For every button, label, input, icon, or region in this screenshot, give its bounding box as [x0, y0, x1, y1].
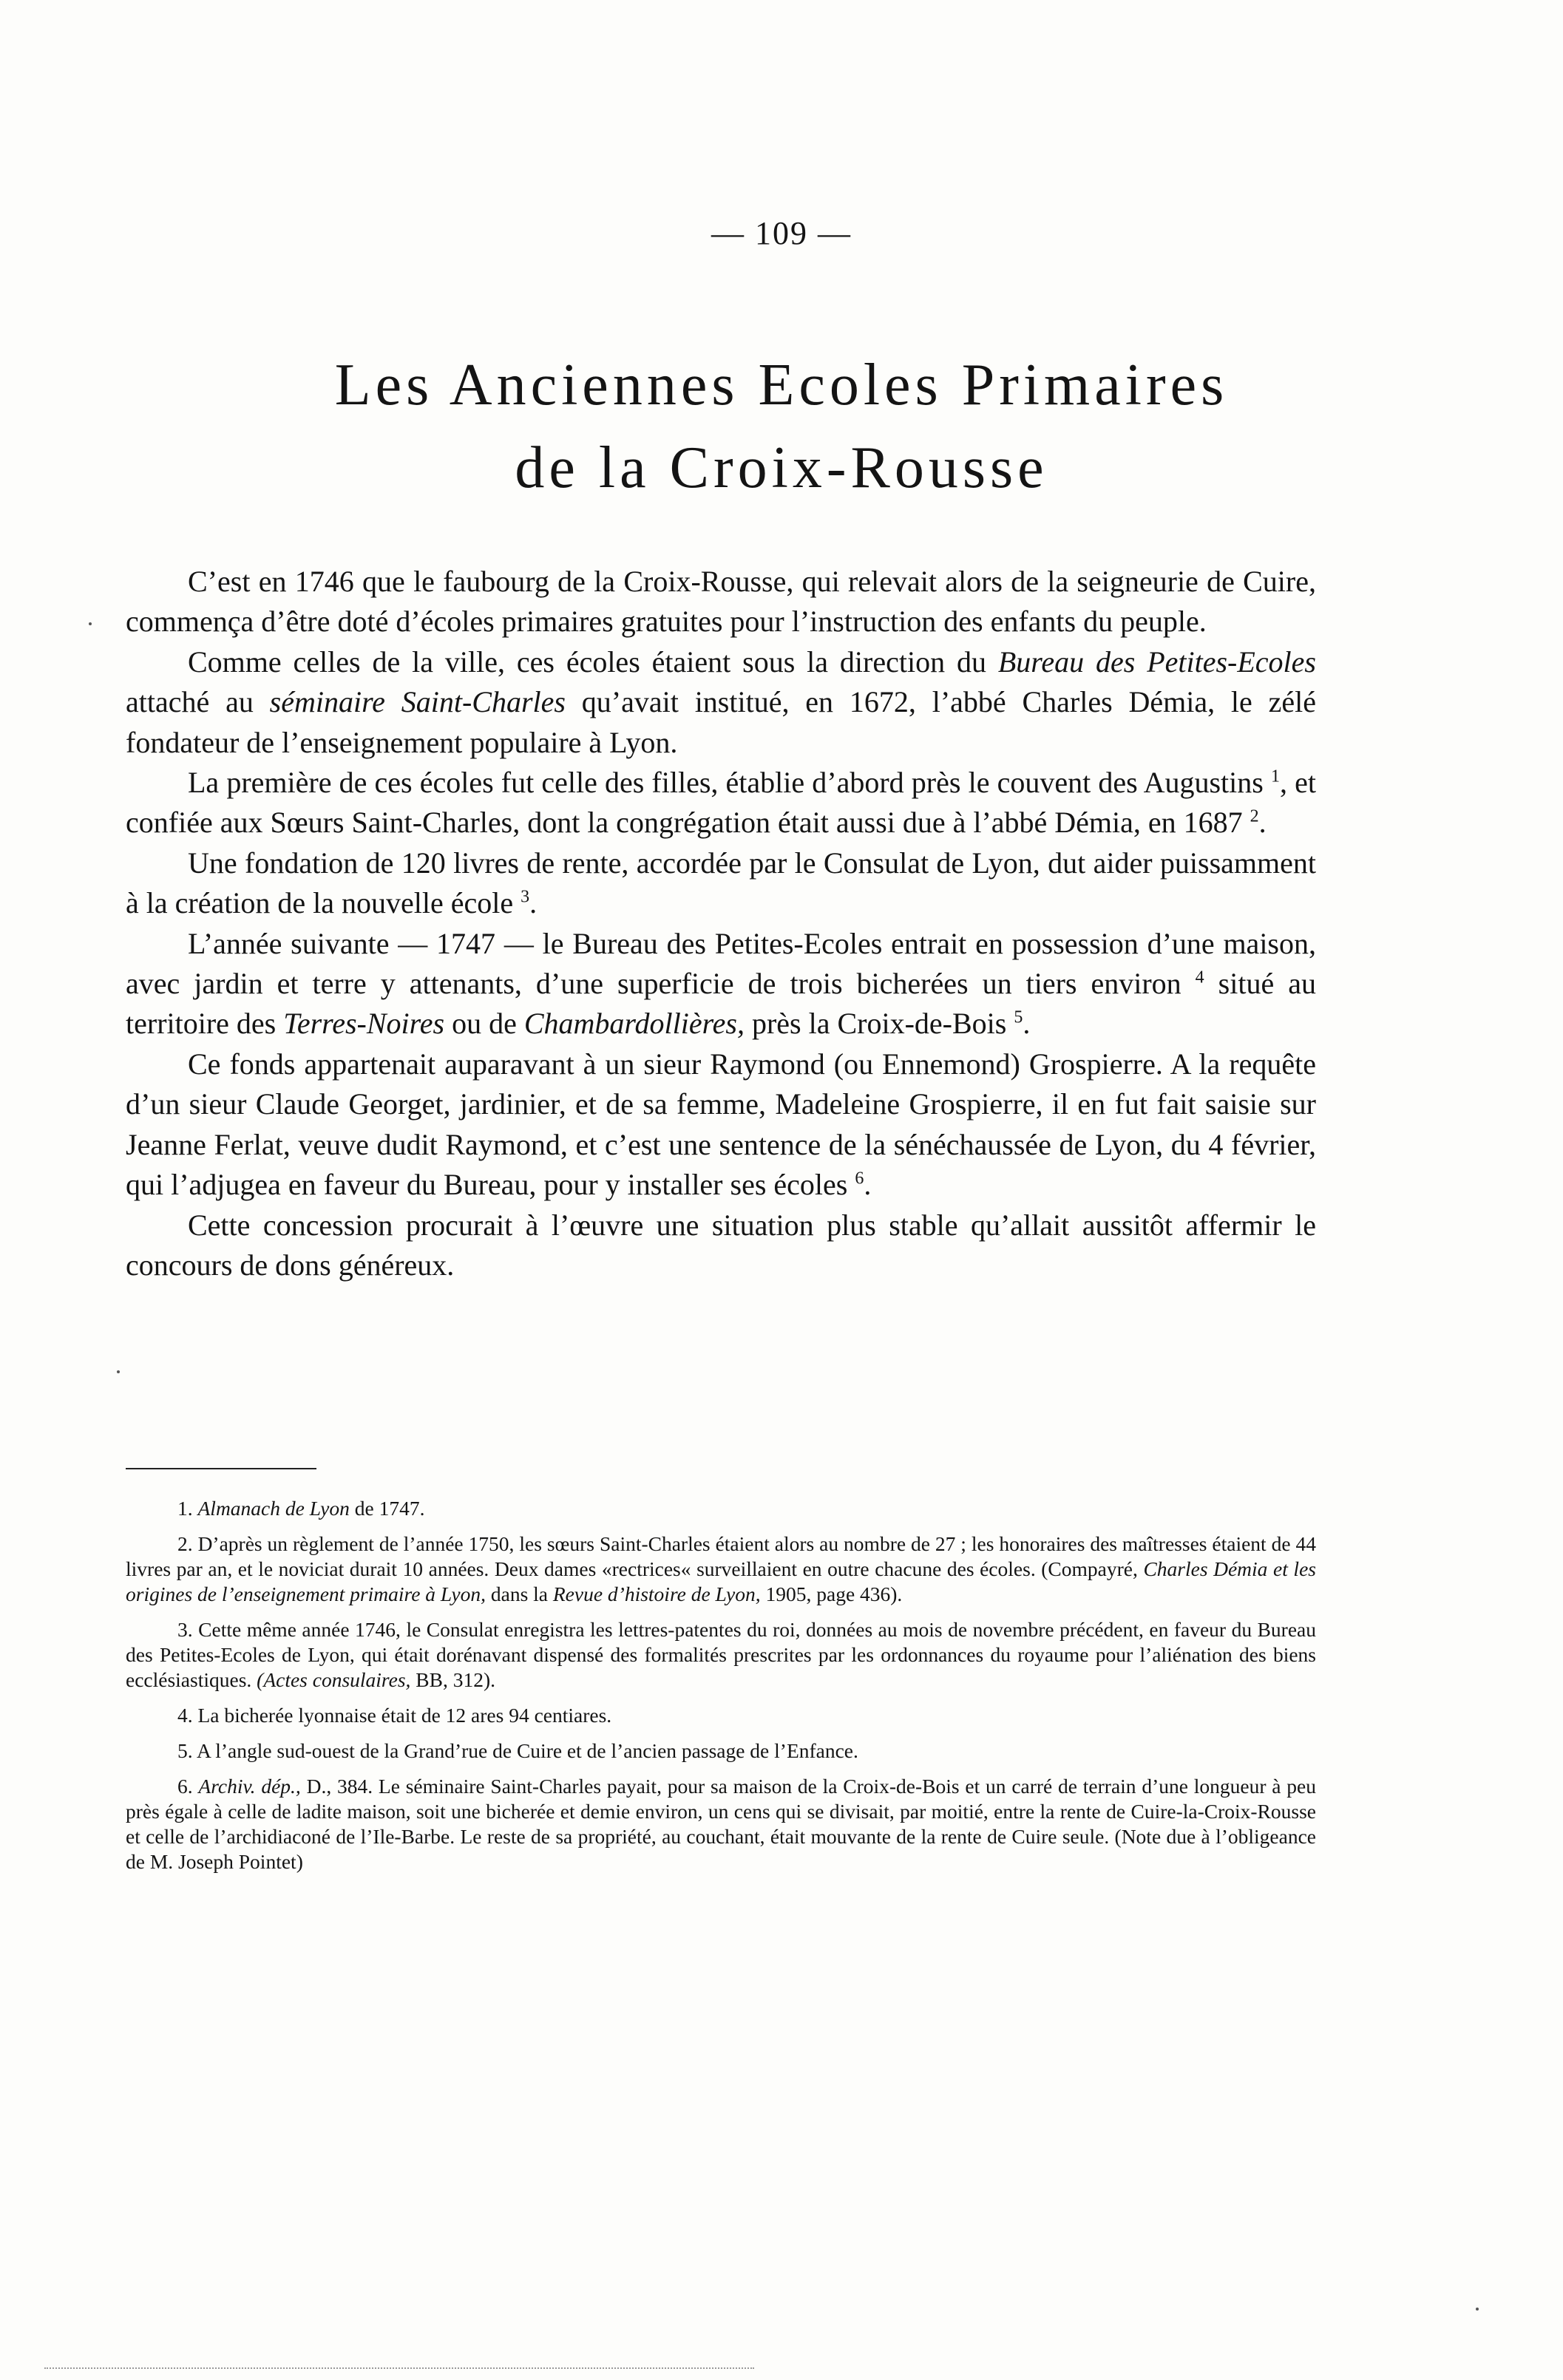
paragraph-text: Ce fonds appartenait auparavant à un sieur Raymond (ou Ennemond) Grospierre. A la requête d’un sieur Claude Georget, jardinier, et de sa femme, Madeleine Grospierre, il en fut fait saisie sur Jeanne Ferlat, veuve dudit Raymond, et c’est une sentence de la sénéchaussée de Lyon, du 4 février, qui l’adjugea en faveur du Bureau, pour y installer ses écoles — [126, 1047, 1316, 1202]
footnote-divider — [126, 1468, 316, 1469]
scan-edge-marks — [44, 2367, 754, 2371]
article-body — [126, 562, 1316, 1285]
footnote-text: A l’angle sud-ouest de la Grand’rue de Cuire et de l’ancien passage de l’Enfance. — [196, 1739, 858, 1762]
page-number: — 109 — — [711, 215, 852, 251]
footnote-number: 5. — [177, 1739, 193, 1762]
italic-phrase: séminaire Saint-Charles — [269, 685, 566, 719]
footnote — [126, 1496, 1316, 1521]
paragraph — [126, 763, 1316, 843]
footnote-ref: 2 — [1250, 807, 1259, 827]
paragraph-text: . — [1023, 1007, 1031, 1041]
footnote — [126, 1617, 1316, 1693]
paragraph-text: près la Croix-de-Bois — [744, 1007, 1014, 1041]
paragraph-text: . — [529, 886, 538, 920]
paragraph — [126, 1044, 1316, 1206]
footnote-ref: 1 — [1270, 766, 1280, 786]
paragraph — [126, 1206, 1316, 1286]
footnote-text: 1905, page 436). — [760, 1582, 903, 1605]
italic-phrase: (Actes consulaires, — [257, 1668, 411, 1691]
footnote-text: BB, 312). — [410, 1668, 495, 1691]
italic-phrase: Chambardollières, — [523, 1007, 745, 1041]
footnote — [126, 1531, 1316, 1607]
paragraph-text: . — [1258, 806, 1267, 840]
scan-speck — [89, 622, 92, 625]
footnote-ref: 4 — [1195, 968, 1204, 987]
footnote — [126, 1738, 1316, 1764]
paragraph-text: situé au territoire des — [126, 967, 1316, 1041]
footnote-text: de 1747. — [349, 1497, 425, 1520]
paragraph-text: . — [864, 1168, 872, 1202]
paragraph-text: attaché au — [126, 685, 270, 719]
paragraph-text: La première de ces écoles fut celle des filles, établie d’abord près le couvent des Augustins — [188, 766, 1271, 800]
paragraph — [126, 924, 1316, 1044]
paragraph-text: Une fondation de 120 livres de rente, accordée par le Consulat de Lyon, dut aider puissamment à la création de la nouvelle école — [126, 846, 1316, 920]
footnote — [126, 1703, 1316, 1728]
scan-speck — [1476, 2308, 1479, 2311]
footnote-number: 1. — [177, 1497, 193, 1520]
paragraph — [126, 562, 1316, 642]
footnote-number: 2. — [177, 1532, 193, 1555]
paragraph-text: qu’avait institué, en 1672, l’abbé Charles Démia, le zélé fondateur de l’enseignement populaire à Lyon. — [126, 685, 1316, 759]
paragraph-text: C’est en 1746 que le faubourg de la Croix-Rousse, qui relevait alors de la seigneurie de Cuire, commença d’être doté d’écoles primaires gratuites pour l’instruction des enfants du peuple. — [126, 565, 1316, 639]
paragraph-text: L’année suivante — 1747 — le Bureau des Petites-Ecoles entrait en possession d’une maison, avec jardin et terre y attenants, d’une superficie de trois bicherées un tiers environ — [126, 926, 1316, 1001]
title-line-2: de la Croix-Rousse — [515, 435, 1048, 500]
footnote-ref: 3 — [521, 887, 530, 907]
paragraph-text: , et confiée aux Sœurs Saint-Charles, dont la congrégation était aussi due à l’abbé Démia, en 1687 — [126, 766, 1316, 840]
paragraph-text: Comme celles de la ville, ces écoles étaient sous la direction du — [188, 645, 998, 679]
footnote-text: D., 384. Le séminaire Saint-Charles payait, pour sa maison de la Croix-de-Bois et un carré de terrain d’une longueur à peu près égale à celle de ladite maison, soit une bicherée et demie environ, un cens qui se divisait, par moitié, entre la rente de Cuire-la-Croix-Rousse et celle de l’archidiaconé de l’Ile-Barbe. Le reste de sa propriété, au couchant, était mouvante de la rente de Cuire seule. (Note due à l’obligeance de M. Joseph Pointet) — [126, 1775, 1317, 1873]
footnotes — [126, 1496, 1316, 1885]
title-line-1: Les Anciennes Ecoles Primaires — [334, 353, 1229, 418]
scan-speck — [117, 1370, 120, 1373]
paragraph-text: ou de — [444, 1007, 524, 1041]
paragraph — [126, 843, 1316, 924]
paragraph-text: Cette concession procurait à l’œuvre une situation plus stable qu’allait aussitôt affermir le concours de dons généreux. — [126, 1208, 1316, 1282]
footnote-ref: 5 — [1014, 1008, 1023, 1028]
paragraph — [126, 642, 1316, 763]
italic-phrase: Archiv. dép., — [198, 1775, 301, 1798]
italic-phrase: Almanach de Lyon — [197, 1497, 350, 1520]
article-title — [0, 344, 1563, 509]
footnote-text: D’après un règlement de l’année 1750, les sœurs Saint-Charles étaient alors au nombre de 27 ; les honoraires des maîtresses étaient de 44 livres par an, et le noviciat durait 10 années. Deux dames «rectrices« surveillaient en outre chacune des écoles. (Compayré, — [126, 1532, 1317, 1580]
footnote-text: dans la — [485, 1582, 553, 1605]
footnote-number: 3. — [177, 1618, 193, 1641]
italic-phrase: Revue d’histoire de Lyon, — [552, 1582, 761, 1605]
italic-phrase: Bureau des Petites-Ecoles — [997, 645, 1316, 679]
footnote-number: 6. — [177, 1775, 193, 1798]
footnote-number: 4. — [177, 1704, 193, 1727]
footnote-text: La bicherée lyonnaise était de 12 ares 94 centiares. — [197, 1704, 612, 1727]
italic-phrase: Terres-Noires — [283, 1007, 445, 1041]
italic-phrase: Charles Démia et les origines de l’enseignement primaire à Lyon, — [126, 1557, 1316, 1605]
footnote-text: Cette même année 1746, le Consulat enregistra les lettres-patentes du roi, données au mois de novembre précédent, en faveur du Bureau des Petites-Ecoles de Lyon, qui était dorénavant dispensé des formalités prescrites par les ordonnances du royaume pour l’aliénation des biens ecclésiastiques. — [126, 1618, 1317, 1691]
footnote-ref: 6 — [855, 1169, 864, 1189]
footnote — [126, 1774, 1316, 1874]
